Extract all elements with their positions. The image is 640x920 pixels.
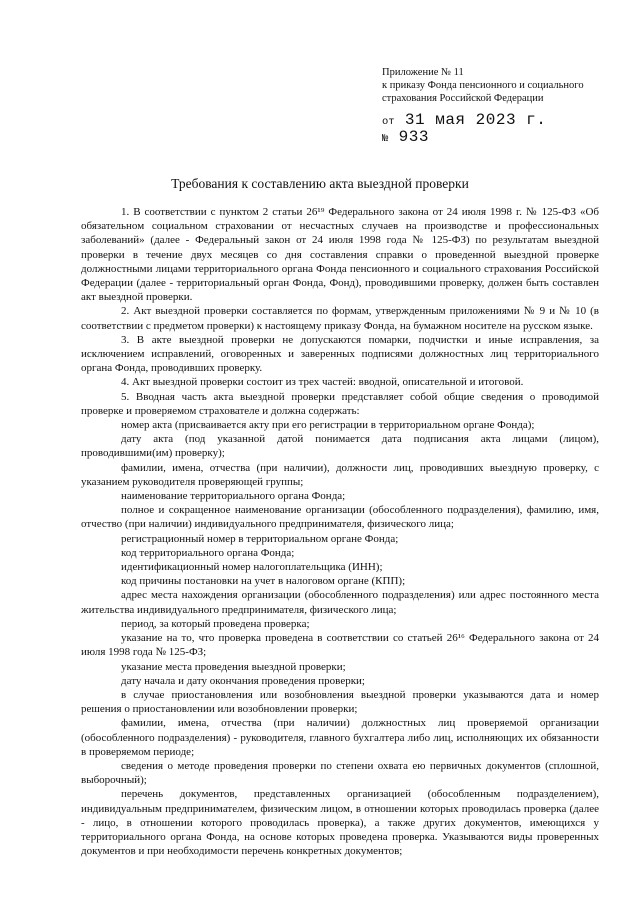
order-date: 31 мая 2023 г. bbox=[404, 111, 547, 129]
list-item: указание места проведения выездной проверки; bbox=[121, 660, 346, 673]
paragraph-3: 3. В акте выездной проверки не допускаются помарки, подчистки и иные исправления, за исключением исправлений, оговоренных и заверенных подписями должностных лиц территориального органа Фонда, проводивших проверку. bbox=[81, 333, 599, 375]
date-prefix: от bbox=[382, 116, 395, 128]
list-item: фамилии, имена, отчества (при наличии), должности лиц, проводивших выездную проверку, с указанием руководителя проверяющей группы; bbox=[81, 461, 599, 488]
list-item: адрес места нахождения организации (обособленного подразделения) или адрес постоянного места жительства индивидуального предпринимателя, физического лица; bbox=[81, 589, 599, 616]
list-item: сведения о методе проведения проверки по степени охвата ею первичных документов (сплошной, выборочный); bbox=[81, 759, 599, 787]
number-prefix: № bbox=[382, 133, 389, 145]
list-item: идентификационный номер налогоплательщика (ИНН); bbox=[121, 561, 383, 574]
organization-name: страхования Российской Федерации bbox=[382, 93, 544, 104]
paragraph-5: 5. Вводная часть акта выездной проверки представляет собой общие сведения о проводимой проверке и проверяемом страхователе и должна содержать: bbox=[81, 390, 599, 417]
paragraph-2: 2. Акт выездной проверки составляется по формам, утвержденным приложениями № 9 и № 10 (в соответствии с предметом проверки) к настоящему приказу Фонда, на бумажном носителе на русском языке. bbox=[81, 305, 599, 332]
order-number: 933 bbox=[398, 128, 429, 146]
order-number-line bbox=[382, 128, 622, 146]
list-item: код причины постановки на учет в налоговом органе (КПП); bbox=[121, 575, 406, 588]
list-item: в случае приостановления или возобновления выездной проверки указываются дата и номер решения о приостановлении или возобновлении проверки; bbox=[81, 688, 599, 716]
paragraph-4: 4. Акт выездной проверки состоит из трех частей: вводной, описательной и итоговой. bbox=[121, 376, 524, 389]
document-title: Требования к составлению акта выездной проверки bbox=[171, 176, 469, 191]
order-reference: к приказу Фонда пенсионного и социального bbox=[382, 80, 584, 91]
paragraph-1: 1. В соответствии с пунктом 2 статьи 26¹⁹ Федерального закона от 24 июля 1998 г. № 125-ФЗ «Об обязательном социальном страховании от несчастных случаев на производстве и профессиональных заболеваний» (далее - Федеральный закон от 24 июля 1998 года № 125-ФЗ) по результатам выездной проверки в течение двух месяцев со дня составления справки о проведенной выездной проверке должностными лицами территориального органа Фонда пенсионного и социального страхования Российской Федерации (далее - территориальный орган Фонда, Фонд), проводившими проверку, должен быть составлен акт выездной проверки. bbox=[81, 206, 599, 304]
list-item: фамилии, имена, отчества (при наличии) должностных лиц проверяемой организации (обособленного подразделения) - руководителя, главного бухгалтера либо лиц, исполняющих их обязанности в проверяемом периоде; bbox=[81, 717, 599, 758]
list-item: перечень документов, представленных организацией (обособленным подразделением), индивидуальным предпринимателем, физическим лицом, в отношении которых проводилась проверка (далее - лицо, в отношении которого проводилась проверка), а также других документов, имеющихся у территориального органа Фонда, на основе которых проведена проверка. Указываются виды проверенных документов и при необходимости перечень конкретных документов; bbox=[81, 788, 599, 858]
document-body bbox=[81, 205, 599, 858]
appendix-header bbox=[382, 66, 622, 146]
list-item: период, за который проведена проверка; bbox=[121, 617, 310, 630]
list-item: номер акта (присваивается акту при его регистрации в территориальном органе Фонда); bbox=[121, 419, 535, 432]
list-item: указание на то, что проверка проведена в соответствии со статьей 26¹⁶ Федерального закона от 24 июля 1998 года № 125-ФЗ; bbox=[81, 632, 599, 659]
list-item: дату начала и дату окончания проведения проверки; bbox=[121, 674, 365, 687]
list-item: наименование территориального органа Фонда; bbox=[121, 490, 346, 503]
list-item: код территориального органа Фонда; bbox=[121, 546, 295, 559]
list-item: полное и сокращенное наименование организации (обособленного подразделения), фамилию, имя, отчество (при наличии) индивидуального предпринимателя, физического лица; bbox=[81, 504, 599, 531]
list-item: регистрационный номер в территориальном органе Фонда; bbox=[121, 532, 399, 545]
list-item: дату акта (под указанной датой понимается дата подписания акта лицами (лицом), проводившими(им) проверку); bbox=[81, 433, 599, 460]
appendix-number: Приложение № 11 bbox=[382, 67, 464, 78]
order-date-line bbox=[382, 111, 622, 129]
